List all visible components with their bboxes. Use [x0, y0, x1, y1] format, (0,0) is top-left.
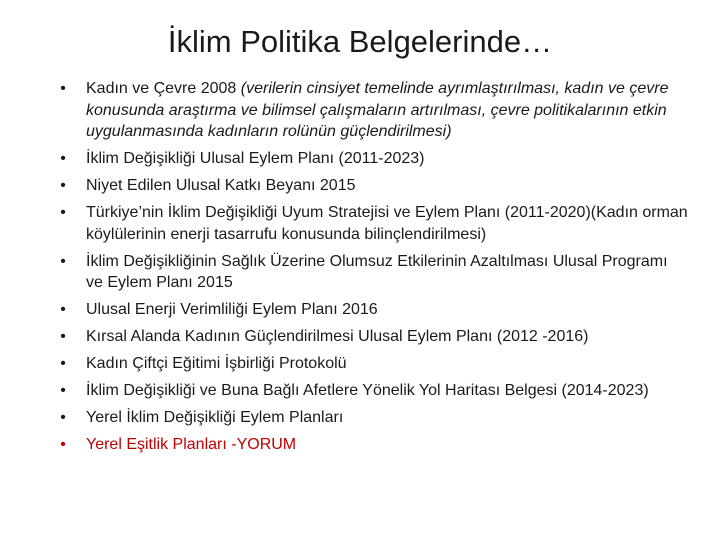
bullet-list: [58, 78, 688, 461]
bullet-text: Yerel İklim Değişikliği Eylem Planları: [86, 409, 344, 426]
slide-title: İklim Politika Belgelerinde…: [167, 24, 553, 59]
bullet-item: [58, 299, 688, 321]
bullet-item: [58, 148, 688, 170]
bullet-dot: •: [60, 382, 66, 399]
bullet-item: [58, 78, 688, 143]
bullet-item: [58, 353, 688, 375]
bullet-dot: •: [60, 436, 66, 453]
bullet-item-highlighted: [58, 434, 688, 456]
bullet-text: Kadın Çiftçi Eğitimi İşbirliği Protokolü: [86, 355, 347, 372]
bullet-text: Ulusal Enerji Verimliliği Eylem Planı 2016: [86, 301, 378, 318]
bullet-item: [58, 202, 688, 245]
bullet-dot: •: [60, 150, 66, 167]
bullet-item: [58, 326, 688, 348]
bullet-italic-note: (verilerin cinsiyet temelinde ayrımlaştırılması, kadın ve çevre konusunda araştırma ve bilimsel çalışmaların artırılması, çevre politikalarının etkin uygulanmasında kadınların rolünün güçlendirilmesi): [86, 80, 669, 140]
bullet-text: Kadın ve Çevre 2008: [86, 80, 241, 97]
bullet-dot: •: [60, 80, 66, 97]
bullet-text: Yerel Eşitlik Planları -YORUM: [86, 436, 297, 453]
bullet-dot: •: [60, 355, 66, 372]
bullet-text: Türkiye’nin İklim Değişikliği Uyum Stratejisi ve Eylem Planı (2011-2020)(Kadın orman köylülerinin enerji tasarrufu konusunda bilinçlendirilmesi): [86, 204, 688, 243]
bullet-text: İklim Değişikliğinin Sağlık Üzerine Olumsuz Etkilerinin Azaltılması Ulusal Programı ve Eylem Planı 2015: [86, 252, 668, 291]
bullet-dot: •: [60, 204, 66, 221]
bullet-dot: •: [60, 252, 66, 270]
bullet-dot: •: [60, 409, 66, 426]
bullet-item: [58, 380, 688, 402]
bullet-text: İklim Değişikliği Ulusal Eylem Planı (2011-2023): [86, 150, 425, 167]
bullet-dot: •: [60, 328, 66, 345]
bullet-item: [58, 407, 688, 429]
bullet-dot: •: [60, 301, 66, 318]
bullet-item: [58, 175, 688, 197]
bullet-text: Kırsal Alanda Kadının Güçlendirilmesi Ulusal Eylem Planı (2012 -2016): [86, 328, 589, 345]
bullet-dot: •: [60, 177, 66, 194]
bullet-text: Niyet Edilen Ulusal Katkı Beyanı 2015: [86, 177, 356, 194]
bullet-item: [58, 251, 688, 294]
bullet-text: İklim Değişikliği ve Buna Bağlı Afetlere Yönelik Yol Haritası Belgesi (2014-2023): [86, 382, 649, 399]
